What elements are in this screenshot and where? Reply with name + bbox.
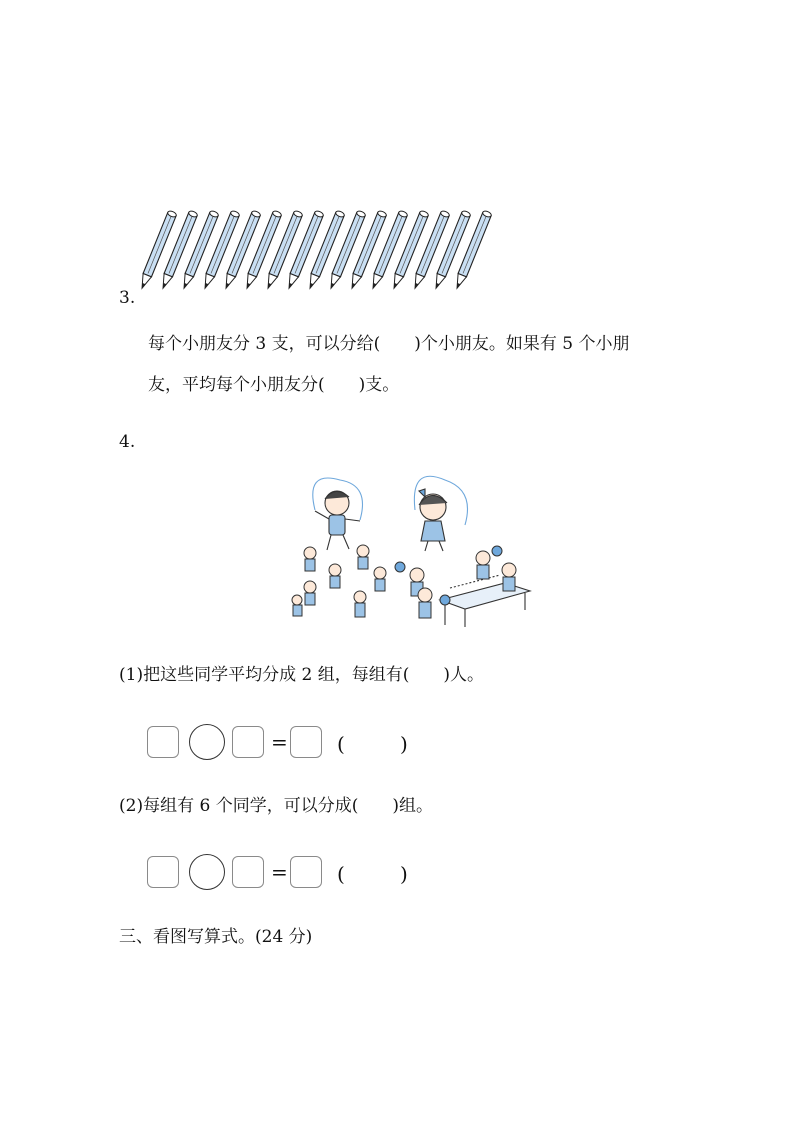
answer-box-1c[interactable] — [290, 726, 322, 758]
answer-box-1a[interactable] — [147, 726, 179, 758]
question-4-part-1-prompt: (1)把这些同学平均分成 2 组，每组有( )人。 — [119, 665, 484, 685]
operator-circle-1[interactable] — [189, 724, 225, 760]
unit-paren-open-1: ( — [337, 732, 345, 756]
girl-jumping-rope — [414, 476, 467, 551]
operator-circle-2[interactable] — [189, 854, 225, 890]
unit-paren-close-1: ) — [400, 732, 408, 756]
question-3-line-2: 友，平均每个小朋友分( )支。 — [148, 375, 400, 395]
unit-paren-close-2: ) — [400, 862, 408, 886]
section-3-heading: 三、看图写算式。(24 分) — [119, 927, 313, 947]
small-children-group — [292, 545, 386, 617]
answer-box-1b[interactable] — [232, 726, 264, 758]
question-3-line-1: 每个小朋友分 3 支，可以分给( )个小朋友。如果有 5 个小朋 — [148, 334, 630, 354]
boy-jumping-rope — [313, 478, 363, 550]
unit-paren-open-2: ( — [337, 862, 345, 886]
equals-sign-1: = — [271, 730, 288, 754]
equals-sign-2: = — [271, 860, 288, 884]
ping-pong-table — [440, 575, 530, 627]
question-3-number: 3. — [119, 288, 136, 308]
question-4-number: 4. — [119, 432, 136, 452]
pencils-illustration — [150, 210, 500, 305]
children-playing-illustration — [285, 475, 535, 635]
ping-pong-players — [395, 546, 516, 618]
answer-box-2a[interactable] — [147, 856, 179, 888]
answer-box-2b[interactable] — [232, 856, 264, 888]
question-4-part-2-prompt: (2)每组有 6 个同学，可以分成( )组。 — [119, 796, 433, 816]
answer-box-2c[interactable] — [290, 856, 322, 888]
